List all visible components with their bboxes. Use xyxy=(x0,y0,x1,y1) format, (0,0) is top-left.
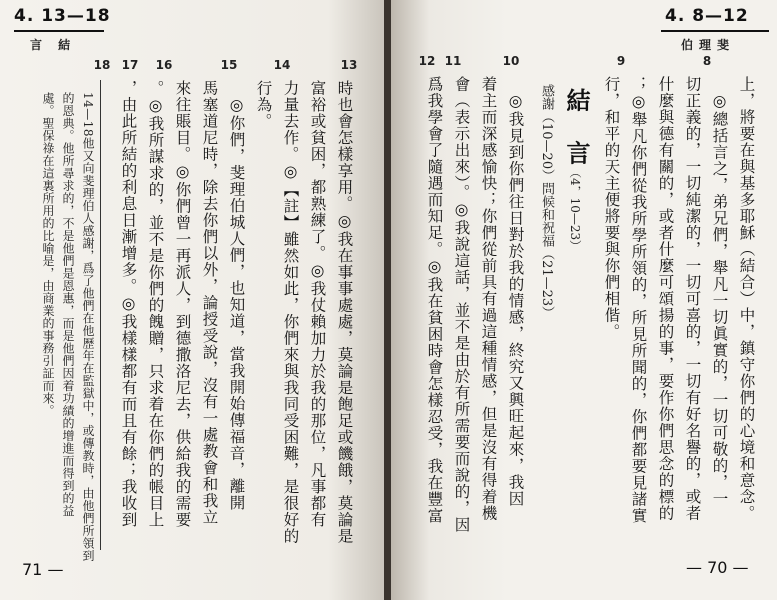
left-header-ref: 4. 13—18 xyxy=(14,6,111,26)
text-column: ◎總括言之，弟兄們，舉凡一切眞實的，一切可敬的，一 xyxy=(710,92,729,507)
right-page-number: — 70 — xyxy=(686,558,749,577)
footnote-rule xyxy=(100,80,101,550)
section-ref: （4，10—23） xyxy=(568,166,582,253)
text-column: 行為。 xyxy=(254,80,273,130)
text-column: 馬塞道尼時，除去你們以外，論授受說，沒有一處教會和我立 xyxy=(200,80,219,526)
text-column: 爲我學會了隨遇而知足。◎我在貧困時會怎樣忍受，我在豐富 xyxy=(425,76,444,524)
text-column: 什麼與德有關的，或者什麼可頌揚的事，要作你們思念的標的 xyxy=(656,76,675,522)
column-number: 13 xyxy=(340,58,358,72)
text-column: 來往賬目。◎你們曾一再派人，到德撒洛尼去，供給我的需要 xyxy=(173,80,192,528)
right-page xyxy=(391,0,777,600)
text-column: ◎我見到你們往日對於我的情感，終究又興旺起來，我因 xyxy=(506,92,525,507)
text-column: ；◎舉凡你們從我所學所領的，所見所聞的，你們都要見諸實 xyxy=(629,76,648,524)
column-number: 16 xyxy=(155,58,173,72)
text-column: 。◎我所謀求的，並不是你們的餽贈，只求着在你們的帳目上 xyxy=(146,80,165,528)
column-number: 10 xyxy=(502,54,520,68)
text-column: 時也會怎樣享用。◎我在事事處處，莫論是飽足或饑餓，莫論是 xyxy=(335,80,354,545)
column-number: 12 xyxy=(418,54,436,68)
column-number: 15 xyxy=(220,58,238,72)
column-number: 18 xyxy=(93,58,111,72)
text-column: ，由此所結的利息日漸增多。◎我樣樣都有而且有餘；我收到 xyxy=(119,80,138,528)
column-number: 9 xyxy=(616,54,626,68)
section-subtitle: 感謝（10—20）問候和祝福（21—23） xyxy=(539,84,554,320)
text-column: ◎你們，斐理伯城人們，也知道，當我開始傳福音，離開 xyxy=(227,96,246,511)
footnote-line: 處。聖保祿在這裏所用的比喻是，由商業的事務引証而來。 xyxy=(41,92,55,417)
left-page xyxy=(0,0,386,600)
right-header-ref: 4. 8—12 xyxy=(665,6,749,26)
text-column: 力量去作。◎【註】雖然如此，你們來與我同受困難，是很好的 xyxy=(281,80,300,545)
section-title: 結 言 xyxy=(562,88,591,175)
column-number: 17 xyxy=(121,58,139,72)
right-header-name: 伯理斐 xyxy=(681,38,736,52)
left-header-rule xyxy=(14,30,104,32)
text-column: 上，將要在與基多耶穌（結合）中，鎮守你們的心境和意念。 xyxy=(737,76,756,522)
footnote-line: 14—18他又向斐理伯人感謝，爲了他們在他歷年在監獄中，或傳教時，由他們所領到 xyxy=(81,92,95,563)
column-number: 14 xyxy=(273,58,291,72)
text-column: 切正義的，一切純潔的，一切可喜的，一切有好名譽的，或者 xyxy=(683,76,702,522)
text-column: 富裕或貧困，都熟練了。◎我仗賴加力於我的那位，凡事都有 xyxy=(308,80,327,528)
text-column: 行，和平的天主便將要與你們相偕。 xyxy=(602,76,621,340)
text-column: 着主而深感愉快；你們從前具有過這種情感，但是沒有得着機 xyxy=(479,76,498,522)
left-header-name: 言 結 xyxy=(30,38,77,52)
footnote-line: 的恩典。他所尋求的，不是他們是恩惠，而是他們因着功績的增進而得到的益 xyxy=(61,92,75,517)
text-column: 會（表示出來）。◎我說這話，並不是由於有所需要而說的，因 xyxy=(452,76,471,533)
left-page-number: 71 — xyxy=(22,560,64,579)
column-number: 11 xyxy=(444,54,462,68)
column-number: 8 xyxy=(702,54,712,68)
right-header-rule xyxy=(661,30,769,32)
